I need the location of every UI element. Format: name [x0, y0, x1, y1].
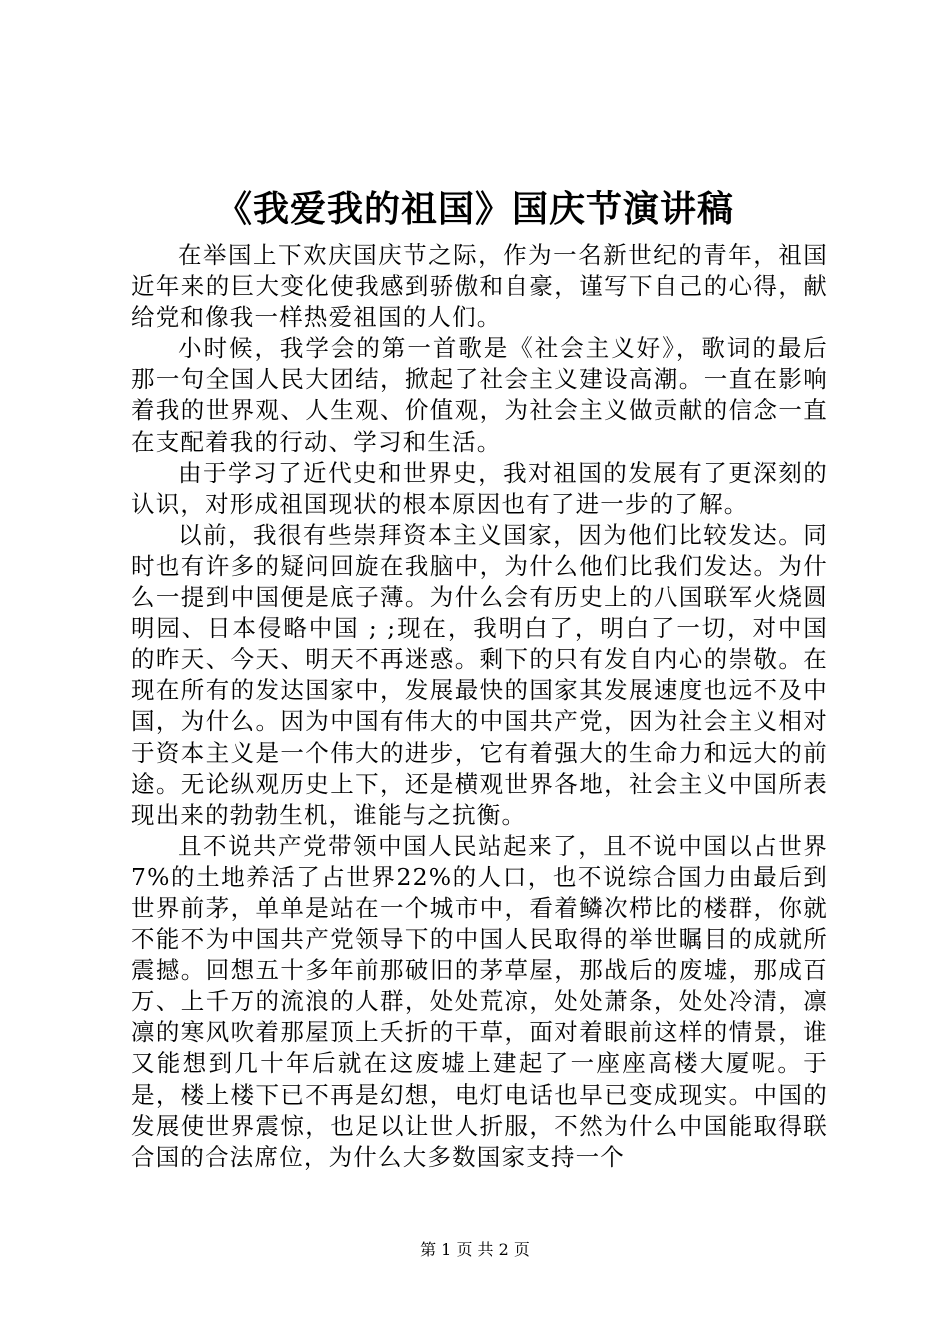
- paragraph-2: 小时候，我学会的第一首歌是《社会主义好》，歌词的最后那一句全国人民大团结，掀起了社会主义建设高潮。一直在影响着我的世界观、人生观、价值观，为社会主义做贡献的信念一直在支配着我的行动、学习和生活。: [131, 334, 828, 456]
- document-title: 《我爱我的祖国》国庆节演讲稿: [215, 188, 734, 230]
- paragraph-1: 在举国上下欢庆国庆节之际，作为一名新世纪的青年，祖国近年来的巨大变化使我感到骄傲和自豪，谨写下自己的心得，献给党和像我一样热爱祖国的人们。: [131, 241, 828, 332]
- page-number-label: 第 1 页 共 2 页: [420, 1240, 530, 1259]
- paragraph-4: 以前，我很有些崇拜资本主义国家，因为他们比较发达。同时也有许多的疑问回旋在我脑中，为什么他们比我们发达。为什么一提到中国便是底子薄。为什么会有历史上的八国联军火烧圆明园、日本侵略中国 ; ;现在，我明白了，明白了一切，对中国的昨天、今天、明天不再迷惑。剩下的只有发自内心的崇敬。在现在所有的发达国家中，发展最快的国家其发展速度也远不及中国，为什么。因为中国有伟大的中国共产党，因为社会主义相对于资本主义是一个伟大的进步，它有着强大的生命力和远大的前途。无论纵观历史上下，还是横观世界各地，社会主义中国所表现出来的勃勃生机，谁能与之抗衡。: [131, 520, 828, 829]
- paragraph-5: 且不说共产党带领中国人民站起来了，且不说中国以占世界7%的土地养活了占世界22%的人口，也不说综合国力由最后到世界前茅，单单是站在一个城市中，看着鳞次栉比的楼群，你就不能不为中国共产党领导下的中国人民取得的举世瞩目的成就所震撼。回想五十多年前那破旧的茅草屋，那战后的废墟，那成百万、上千万的流浪的人群，处处荒凉，处处萧条，处处冷清，凛凛的寒风吹着那屋顶上夭折的干草，面对着眼前这样的情景，谁又能想到几十年后就在这废墟上建起了一座座高楼大厦呢。于是，楼上楼下已不再是幻想，电灯电话也早已变成现实。中国的发展使世界震惊，也足以让世人折服，不然为什么中国能取得联合国的合法席位，为什么大多数国家支持一个: [131, 831, 828, 1171]
- page-footer: [0, 1239, 950, 1261]
- document-body: [131, 240, 828, 1173]
- paragraph-3: 由于学习了近代史和世界史，我对祖国的发展有了更深刻的认识，对形成祖国现状的根本原因也有了进一步的了解。: [131, 458, 828, 518]
